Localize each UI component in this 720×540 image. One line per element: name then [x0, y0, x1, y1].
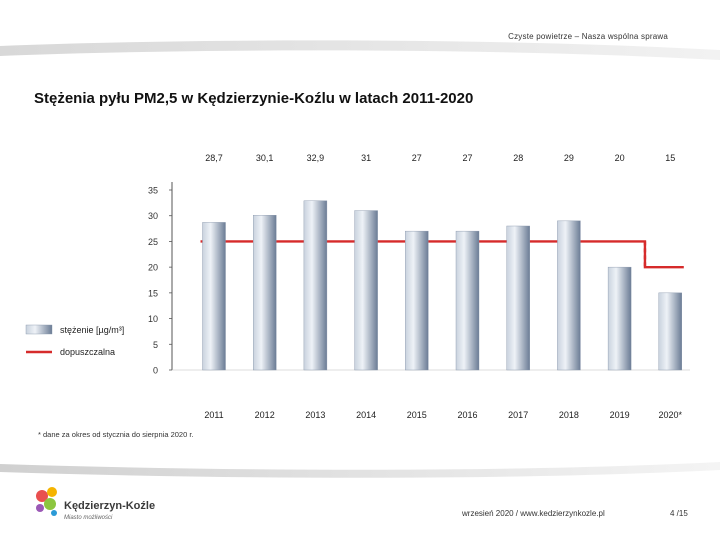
- value-label-2013: 32,9: [306, 153, 325, 163]
- value-label-2015: 27: [411, 153, 422, 163]
- category-label-2017: 2017: [508, 410, 529, 420]
- value-label-2019: 20: [614, 153, 625, 163]
- logo-name: Kędzierzyn-Koźle: [64, 500, 156, 512]
- footer-info: wrzesień 2020 / www.kedzierzynkozle.pl: [462, 509, 605, 518]
- category-label-2016: 2016: [457, 410, 478, 420]
- y-tick-label: 0: [152, 365, 158, 376]
- y-tick-label: 25: [147, 236, 158, 247]
- value-label-2017: 28: [513, 153, 524, 163]
- category-label-2018: 2018: [558, 410, 579, 420]
- value-label-2020*: 15: [665, 153, 676, 163]
- bar-2016: [456, 231, 479, 370]
- bar-2015: [405, 231, 428, 370]
- value-label-2012: 30,1: [255, 153, 274, 163]
- y-tick-label: 30: [147, 211, 158, 222]
- legend-label-limit: dopuszczalna: [60, 347, 116, 357]
- bar-2018: [557, 221, 580, 370]
- category-label-2013: 2013: [305, 410, 326, 420]
- bar-2017: [507, 226, 530, 370]
- value-label-2014: 31: [361, 153, 372, 163]
- category-label-2011: 2011: [204, 410, 224, 420]
- legend-swatch-bar: [26, 325, 52, 334]
- category-label-2012: 2012: [254, 410, 275, 420]
- chart-footnote: * dane za okres od stycznia do sierpnia 2020 r.: [38, 430, 194, 439]
- value-label-2018: 29: [563, 153, 574, 163]
- y-tick-label: 5: [152, 339, 158, 350]
- bar-2011: [203, 222, 226, 370]
- category-label-2019: 2019: [609, 410, 630, 420]
- legend-label-series: stężenie [µg/m³]: [60, 325, 125, 335]
- bar-2014: [355, 211, 378, 370]
- category-label-2015: 2015: [406, 410, 427, 420]
- y-tick-label: 10: [147, 314, 158, 325]
- category-label-2020*: 2020*: [658, 410, 683, 420]
- y-tick-label: 35: [147, 185, 158, 196]
- category-label-2014: 2014: [356, 410, 377, 420]
- slide-title: Stężenia pyłu PM2,5 w Kędzierzynie-Koźlu w latach 2011-2020: [34, 90, 474, 107]
- bar-2012: [253, 215, 276, 370]
- header-tagline: Czyste powietrze – Nasza wspólna sprawa: [508, 32, 668, 41]
- value-label-2016: 27: [462, 153, 473, 163]
- y-tick-label: 20: [147, 262, 158, 273]
- page-number: 4 /15: [670, 509, 688, 518]
- bar-2019: [608, 267, 631, 370]
- bar-2020*: [659, 293, 682, 370]
- logo-motto: Miasto możliwości: [64, 515, 113, 521]
- bar-2013: [304, 201, 327, 370]
- value-label-2011: 28,7: [205, 153, 223, 163]
- y-tick-label: 15: [147, 288, 158, 299]
